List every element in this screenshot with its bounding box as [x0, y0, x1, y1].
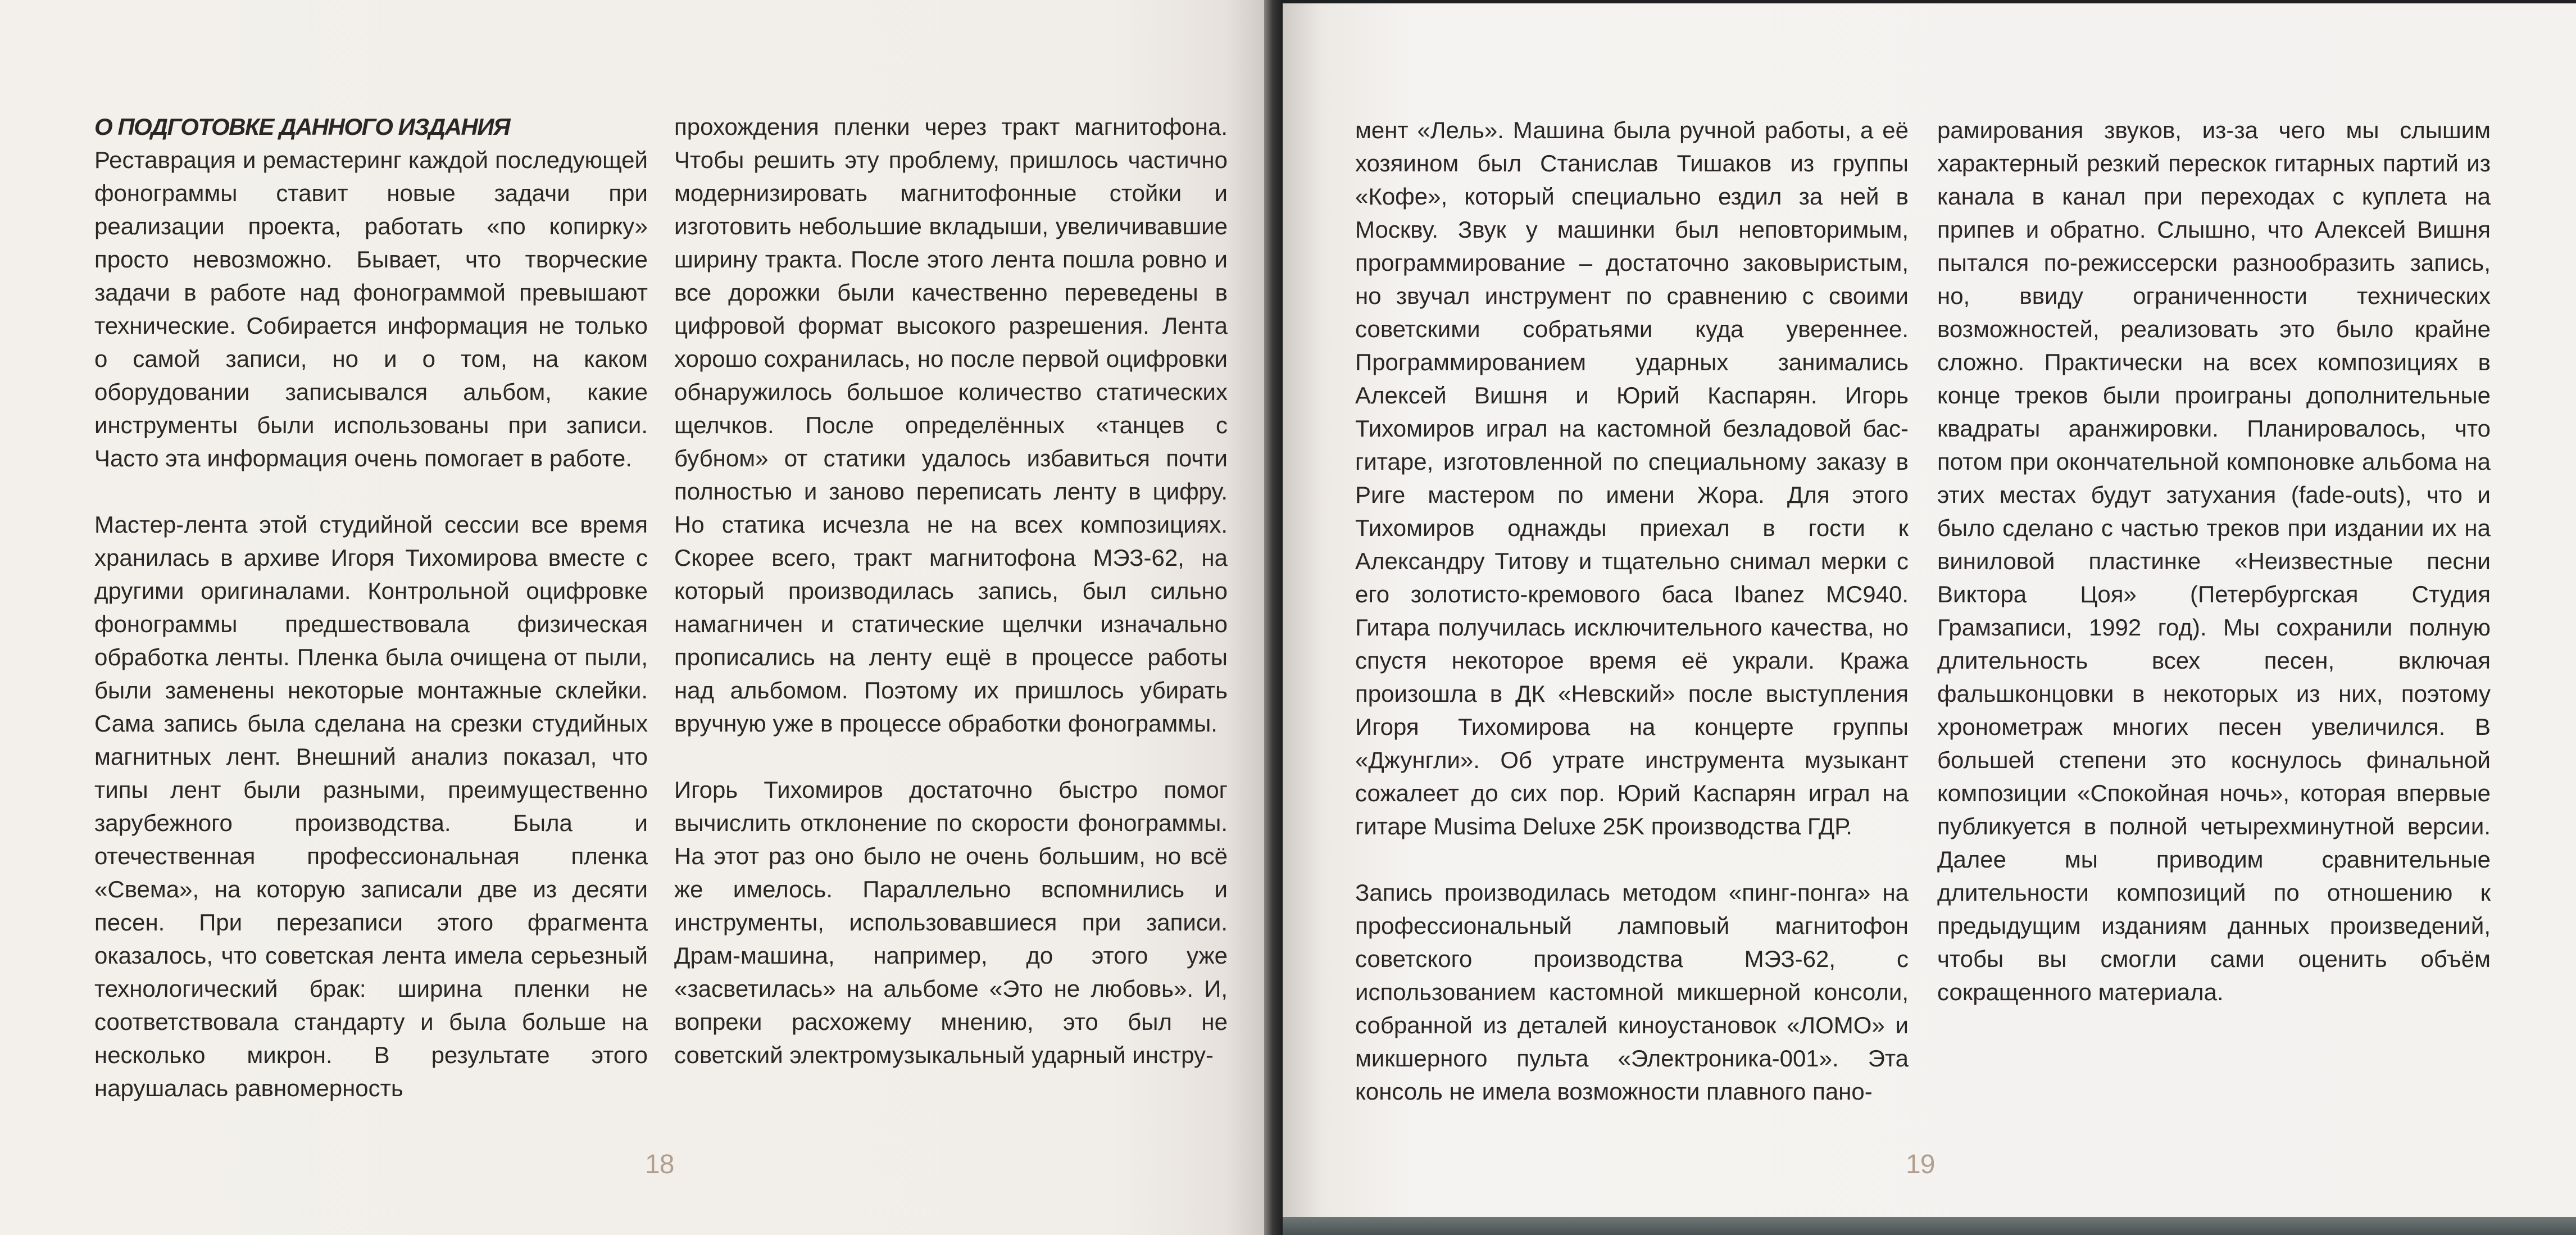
- left-page: [0, 0, 1264, 1235]
- paragraph: мент «Лель». Машина была ручной работы, а её хозяином был Станислав Тишаков из группы «Кофе», который специально ездил за ней в Москву. Звук у машинки был неповторимым, программирование – достаточно заковыристым, но звучал инструмент по сравнению с своими советскими собратьями куда увереннее. Программированием ударных занимались Алексей Вишня и Юрий Каспарян. Игорь Тихомиров играл на кастомной безладовой бас-гитаре, изготовленной по специальному заказу в Риге мастером по имени Жора. Для этого Тихомиров однажды приехал в гости к Александру Титову и тщательно снимал мерки с его золотисто-кремового баса Ibanez MC940. Гитара получилась исключительного качества, но спустя некоторое время её украли. Кража произошла в ДК «Невский» после выступления Игоря Тихомирова на концерте группы «Джунгли». Об утрате инструмента музыкант сожалеет до сих пор. Юрий Каспарян играл на гитаре Musima Deluxe 25K производства ГДР.: [1355, 117, 1909, 839]
- page-number: 18: [645, 1150, 674, 1179]
- book-spine: [1264, 0, 1283, 1235]
- paragraph-text: Реставрация и ремастеринг каждой последующей фонограммы ставит новые задачи при реализации проекта, работать «по копирку» просто невозможно. Бывает, что творческие задачи в работе над фонограммой превышают технические. Собирается информация не только о самой записи, но и о том, на каком оборудовании записывался альбом, какие инструменты были использованы при записи. Часто эта информация очень помогает в работе.: [94, 147, 648, 471]
- text-column-2: [674, 110, 1228, 1071]
- paragraph: рамирования звуков, из-за чего мы слышим характерный резкий перескок гитарных партий из канала в канал при переходах с куплета на припев и обратно. Слышно, что Алексей Вишня пытался по-режиссерски разнообразить запись, но, ввиду ограниченности технических возможностей, реализовать это было крайне сложно. Практически на всех композициях в конце треков были проиграны дополнительные квадраты аранжировки. Планировалось, что потом при окончательной компоновке альбома на этих местах будут затухания (fade-outs), что и было сделано с частью треков при издании их на виниловой пластинке «Неизвестные песни Виктора Цоя» (Петербургская Студия Грамзаписи, 1992 год). Мы сохранили полную длительность всех песен, включая фальшконцовки в некоторых из них, поэтому хронометраж многих песен увеличился. В большей степени это коснулось финальной композиции «Спокойная ночь», которая впервые публикуется в полной четырехминутной версии. Далее мы приводим сравнительные длительности композиций по отношению к предыдущим изданиям данных произведений, чтобы вы смогли сами оценить объём сокращенного материала.: [1937, 117, 2491, 1005]
- text-column-1: [94, 110, 648, 1105]
- paragraph: Запись производилась методом «пинг-понга» на профессиональный ламповый магнитофон советского производства МЭЗ-62, с использованием кастомной микшерной консоли, собранной из деталей киноустановок «ЛОМО» и микшерного пульта «Электроника-001». Эта консоль не имела возможности плавного пано-: [1355, 879, 1909, 1105]
- background-strip: [1283, 1217, 2576, 1235]
- paragraph: Мастер-лента этой студийной сессии все время хранилась в архиве Игоря Тихомирова вместе с другими оригиналами. Контрольной оцифровке фонограммы предшествовала физическая обработка ленты. Пленка была очищена от пыли, были заменены некоторые монтажные склейки. Сама запись была сделана на срезки студийных магнитных лент. Внешний анализ показал, что типы лент были разными, преимущественно зарубежного производства. Была и отечественная профессиональная пленка «Свема», на которую записали две из десяти песен. При перезаписи этого фрагмента оказалось, что советская лента имела серьезный технологический брак: ширина пленки не соответствовала стандарту и была больше на несколько микрон. В результате этого нарушалась равномерность: [94, 511, 648, 1101]
- paragraph: Игорь Тихомиров достаточно быстро помог вычислить отклонение по скорости фонограммы. На этот раз оно было не очень большим, но всё же имелось. Параллельно вспомнились и инструменты, использовавшиеся при записи. Драм-машина, например, до этого уже «засветилась» на альбоме «Это не любовь». И, вопреки расхожему мнению, это был не советский электромузыкальный ударный инстру-: [674, 777, 1228, 1068]
- right-page: [1283, 3, 2576, 1217]
- paragraph: [94, 110, 648, 475]
- paragraph: прохождения пленки через тракт магнитофона. Чтобы решить эту проблему, пришлось частично модернизировать магнитофонные стойки и изготовить небольшие вкладыши, увеличивавшие ширину тракта. После этого лента пошла ровно и все дорожки были качественно переведены в цифровой формат высокого разрешения. Лента хорошо сохранилась, но после первой оцифровки обнаружилось большое количество статических щелчков. После определённых «танцев с бубном» от статики удалось избавиться почти полностью и заново переписать ленту в цифру. Но статика исчезла не на всех композициях. Скорее всего, тракт магнитофона МЭЗ-62, на который производилась запись, был сильно намагничен и статические щелчки изначально прописались на ленту ещё в процессе работы над альбомом. Поэтому их пришлось убирать вручную уже в процессе обработки фонограммы.: [674, 113, 1228, 737]
- text-column-4: [1937, 113, 2491, 1009]
- section-heading: О ПОДГОТОВКЕ ДАННОГО ИЗДАНИЯ: [94, 113, 510, 140]
- page-number: 19: [1906, 1150, 1935, 1179]
- text-column-3: [1355, 113, 1909, 1108]
